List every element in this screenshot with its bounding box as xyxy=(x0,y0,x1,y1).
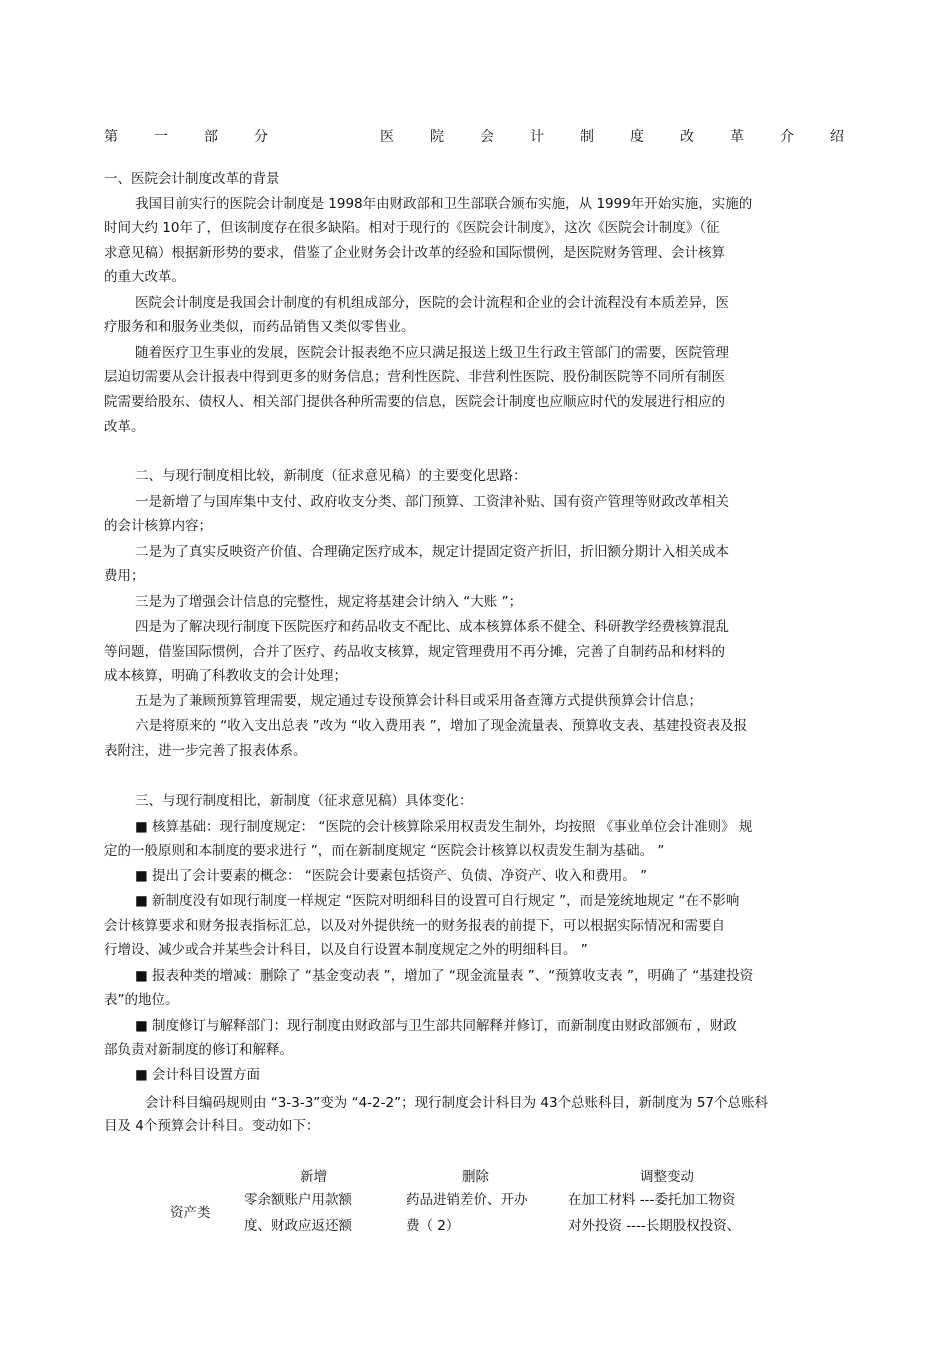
table-header-deleted: 删除 xyxy=(462,1169,489,1185)
bullet-line: ■ 制度修订与解释部门：现行制度由财政部与卫生部共同解释并修订，而新制度由财政部颁布 ，财政 xyxy=(135,1018,737,1034)
section-heading-1: 一、医院会计制度改革的背景 xyxy=(104,171,280,187)
paragraph-line: 部负责对新制度的修订和解释。 xyxy=(104,1042,293,1058)
paragraph-line: 的重大改革。 xyxy=(104,269,185,285)
paragraph-line: 层迫切需要从会计报表中得到更多的财务信息；营利性医院、非营利性医院、股份制医院等不同所有制医 xyxy=(104,369,725,385)
paragraph-line: 会计科目编码规则由 “3-3-3”变为 “4-2-2”；现行制度会计科目为 43个总账科目，新制度为 57个总账科 xyxy=(145,1095,769,1111)
title-char: 医 xyxy=(380,129,394,145)
table-header-added: 新增 xyxy=(300,1169,327,1185)
page-title xyxy=(104,126,844,146)
title-char: 制 xyxy=(580,129,594,145)
title-char: 介 xyxy=(780,129,794,145)
section-heading-3: 三、与现行制度相比，新制度（征求意见稿）具体变化： xyxy=(135,793,473,809)
table-cell: 在加工材料 ---委托加工物资 xyxy=(568,1192,736,1208)
table-header-adjusted: 调整变动 xyxy=(640,1169,694,1185)
bullet-line: ■ 提出了会计要素的概念： “医院会计要素包括资产、负债、净资产、收入和费用。 ” xyxy=(135,868,648,884)
paragraph-line: 二是为了真实反映资产价值、合理确定医疗成本，规定计提固定资产折旧，折旧额分期计入相关成本 xyxy=(135,544,729,560)
paragraph-line: 院需要给股东、债权人、相关部门提供各种所需要的信息，医院会计制度也应顺应时代的发展进行相应的 xyxy=(104,394,725,410)
paragraph-line: 时间大约 10年了，但该制度存在很多缺陷。相对于现行的《医院会计制度》，这次《医院会计制度》（征 xyxy=(104,220,720,236)
title-gap xyxy=(304,126,344,146)
paragraph-line: 成本核算，明确了科教收支的会计处理； xyxy=(104,668,347,684)
table-cell: 费（ 2） xyxy=(406,1218,460,1234)
title-char: 改 xyxy=(680,129,694,145)
title-char: 计 xyxy=(530,129,544,145)
bullet-line: ■ 报表种类的增减：删除了 “基金变动表 ”，增加了 “现金流量表 ”、“预算收支表 ”，明确了 “基建投资 xyxy=(135,968,754,984)
title-char: 绍 xyxy=(830,129,844,145)
paragraph-line: 随着医疗卫生事业的发展，医院会计报表绝不应只满足报送上级卫生行政主管部门的需要，医院管理 xyxy=(135,345,729,361)
paragraph-line: 四是为了解决现行制度下医院医疗和药品收支不配比、成本核算体系不健全、科研教学经费核算混乱 xyxy=(135,619,729,635)
paragraph-line: 改革。 xyxy=(104,419,145,435)
title-char: 革 xyxy=(730,129,744,145)
paragraph-line: 疗服务和和服务业类似，而药品销售又类似零售业。 xyxy=(104,319,415,335)
table-cell: 零余额账户用款额 xyxy=(244,1192,352,1208)
paragraph-line: 的会计核算内容； xyxy=(104,518,212,534)
bullet-line: ■ 新制度没有如现行制度一样规定 “医院对明细科目的设置可自行规定 ”，而是笼统地规定 “在不影响 xyxy=(135,893,740,909)
bullet-line: ■ 会计科目设置方面 xyxy=(135,1067,261,1083)
title-char: 会 xyxy=(480,129,494,145)
title-char: 分 xyxy=(254,129,268,145)
section-heading-2: 二、与现行制度相比较，新制度（征求意见稿）的主要变化思路： xyxy=(135,468,527,484)
table-cell: 度、财政应返还额 xyxy=(244,1218,352,1234)
paragraph-line: 表附注，进一步完善了报表体系。 xyxy=(104,743,307,759)
title-char: 院 xyxy=(430,129,444,145)
paragraph-line: 等问题，借鉴国际惯例，合并了医疗、药品收支核算，规定管理费用不再分摊，完善了自制药品和材料的 xyxy=(104,644,725,660)
table-cell: 对外投资 ----长期股权投资、 xyxy=(568,1218,741,1234)
paragraph-line: 求意见稿）根据新形势的要求，借鉴了企业财务会计改革的经验和国际惯例，是医院财务管理、会计核算 xyxy=(104,245,725,261)
paragraph-line: 定的一般原则和本制度的要求进行 ”，而在新制度规定 “医院会计核算以权责发生制为基础。 ” xyxy=(104,843,665,859)
title-char: 一 xyxy=(154,129,168,145)
paragraph-line: 费用； xyxy=(104,568,145,584)
bullet-line: ■ 核算基础：现行制度规定： “医院的会计核算除采用权责发生制外，均按照 《事业单位会计准则》 规 xyxy=(135,819,753,835)
paragraph-line: 目及 4个预算会计科目。变动如下： xyxy=(104,1118,320,1134)
paragraph-line: 三是为了增强会计信息的完整性，规定将基建会计纳入 “大账 ”； xyxy=(135,594,523,610)
paragraph-line: 五是为了兼顾预算管理需要，规定通过专设预算会计科目或采用备查簿方式提供预算会计信息； xyxy=(135,693,702,709)
title-char: 第 xyxy=(104,129,118,145)
paragraph-line: 会计核算要求和财务报表指标汇总，以及对外提供统一的财务报表的前提下，可以根据实际情况和需要自 xyxy=(104,918,725,934)
title-char: 部 xyxy=(204,129,218,145)
table-cell: 药品进销差价、开办 xyxy=(406,1192,528,1208)
paragraph-line: 我国目前实行的医院会计制度是 1998年由财政部和卫生部联合颁布实施，从 1999年开始实施，实施的 xyxy=(135,196,753,212)
paragraph-line: 六是将原来的 “收入支出总表 ”改为 “收入费用表 ”，增加了现金流量表、预算收支表、基建投资表及报 xyxy=(135,718,748,734)
paragraph-line: 表”的地位。 xyxy=(104,992,179,1008)
title-char: 度 xyxy=(630,129,644,145)
table-row-label: 资产类 xyxy=(170,1205,211,1221)
paragraph-line: 一是新增了与国库集中支付、政府收支分类、部门预算、工资津补贴、国有资产管理等财政改革相关 xyxy=(135,494,729,510)
paragraph-line: 医院会计制度是我国会计制度的有机组成部分，医院的会计流程和企业的会计流程没有本质差异，医 xyxy=(135,295,729,311)
paragraph-line: 行增设、减少或合并某些会计科目，以及自行设置本制度规定之外的明细科目。 ” xyxy=(104,942,588,958)
